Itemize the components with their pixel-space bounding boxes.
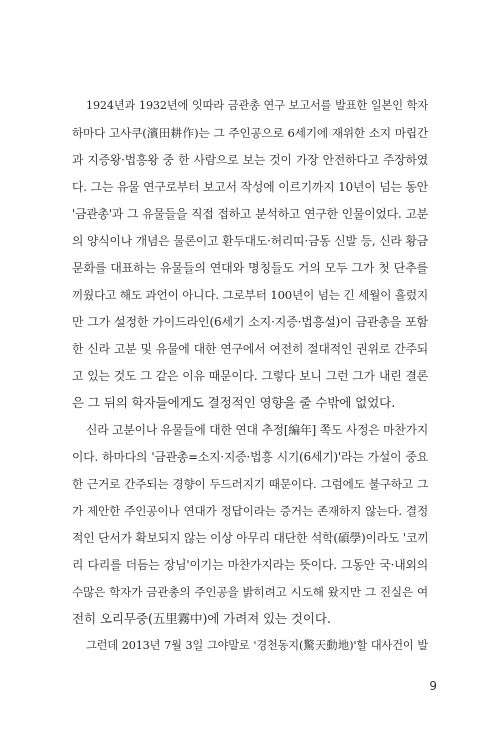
page-number: 9 [429,679,437,693]
text-line: 한 신라 고분 및 유물에 대한 연구에서 여전히 절대적인 권위로 간주되 [72,342,428,356]
text-line: 은 그 뒤의 학자들에게도 결정적인 영향을 줄 수밖에 없었다. [72,395,396,410]
text-line: 수많은 학자가 금관총의 주인공을 밝히려고 시도해 왔지만 그 진실은 여 [72,585,428,599]
text-line: 1924년과 1932년에 잇따라 금관총 연구 보고서를 발표한 일본인 학자 [86,99,428,112]
text-line: 그런데 2013년 7월 3일 그야말로 '경천동지(驚天動地)'할 대사건이 발 [86,639,428,652]
text-line: 다. 그는 유물 연구로부터 보고서 작성에 이르기까지 10년이 넘는 동안 [72,180,428,194]
text-line: 하마다 고사쿠(濱田耕作)는 그 주인공으로 6세기에 재위한 소지 마립간 [72,126,428,140]
text-line: '금관총'과 그 유물들을 직접 접하고 분석하고 연구한 인물이었다. 고분 [72,207,428,221]
text-line: 가 제안한 주인공이나 연대가 정답이라는 증거는 존재하지 않는다. 결정 [72,504,428,518]
text-line: 문화를 대표하는 유물들의 연대와 명칭들도 거의 모두 그가 첫 단추를 [72,261,428,275]
text-line: 리 다리를 더듬는 장님'이기는 마찬가지라는 뜻이다. 그동안 국·내외의 [72,558,428,572]
text-line: 한 근거로 간주되는 경향이 두드러지기 때문이다. 그럼에도 불구하고 그 [72,477,428,491]
text-line: 만 그가 설정한 가이드라인(6세기 소지·지증·법흥설)이 금관총을 포함 [72,315,428,329]
text-line: 적인 단서가 확보되지 않는 이상 아무리 대단한 석학(碩學)이라도 '코끼 [72,531,429,545]
text-line: 의 양식이나 개념은 물론이고 환두대도·허리띠·금동 신발 등, 신라 황금 [72,234,428,248]
text-line: 신라 고분이나 유물들에 대한 연대 추정[編年] 쪽도 사정은 마찬가지 [86,423,429,437]
text-line: 고 있는 것도 그 같은 이유 때문이다. 그렇다 보니 그런 그가 내린 결론 [72,369,428,383]
text-line: 이다. 하마다의 '금관총=소지·지증·법흥 시기(6세기)'라는 가설이 중요 [72,450,428,464]
text-line: 끼웠다고 해도 과언이 아니다. 그로부터 100년이 넘는 긴 세월이 흘렀지 [72,288,428,302]
text-line: 전히 오리무중(五里霧中)에 가려져 있는 것이다. [72,611,331,626]
text-line: 과 지증왕·법흥왕 중 한 사람으로 보는 것이 가장 안전하다고 주장하였 [72,153,428,167]
